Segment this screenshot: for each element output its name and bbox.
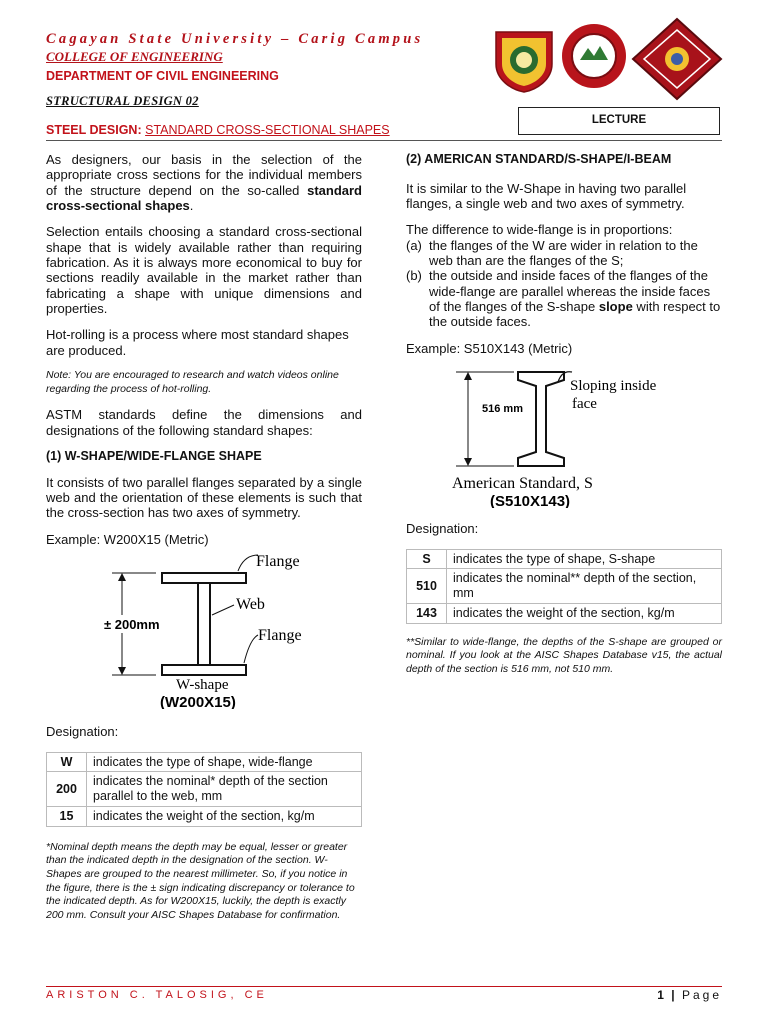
page-number: 1 (657, 988, 665, 1002)
department-name: DEPARTMENT OF CIVIL ENGINEERING (46, 69, 279, 84)
header-block (46, 31, 423, 84)
w-shape-paragraph: It consists of two parallel flanges separated by a single web and the orientation of these elements is such that the cross-section has two axes of symmetry. (46, 474, 362, 521)
w-web-label: Web (236, 595, 265, 613)
table-row: W indicates the type of shape, wide-flange (47, 752, 362, 772)
list-item: (a) the flanges of the W are wider in relation to the web than are the flanges of the S; (406, 237, 698, 269)
w-shape-example: Example: W200X15 (Metric) (46, 531, 209, 547)
s-shape-caption: American Standard, S (452, 475, 593, 493)
university-name: Cagayan State University – Carig Campus (46, 31, 424, 47)
s-designation-table (406, 549, 722, 624)
standard-shapes-term: standard cross-sectional shapes (46, 182, 362, 213)
topic-name: STANDARD CROSS-SECTIONAL SHAPES (145, 123, 390, 137)
s-depth-footnote: **Similar to wide-flange, the depths of the S-shape are grouped or nominal. If you look at the AISC Shapes Database v15, the actual depth of the section is 516 mm, not 510 mm. (406, 635, 722, 675)
topic-title (46, 123, 390, 138)
csu-seal-icon (492, 28, 556, 94)
list-item: (b) the outside and inside faces of the flanges of the wide-flange are parallel whereas the inside faces of the flanges of the S-shape slope with respect to the outside faces. (406, 268, 721, 330)
right-column (406, 152, 722, 677)
table-row: 200 indicates the nominal* depth of the section parallel to the web, mm (47, 772, 362, 807)
w-flange-bottom-label: Flange (258, 626, 302, 644)
w-shape-caption: W-shape (176, 676, 229, 693)
table-row: S indicates the type of shape, S-shape (407, 549, 722, 569)
topic-prefix: STEEL DESIGN: (46, 123, 142, 137)
s-shape-example: Example: S510X143 (Metric) (406, 340, 573, 356)
s-shape-section (518, 372, 564, 466)
hot-rolling-paragraph: Hot-rolling is a process where most standard shapes are produced. (46, 327, 349, 358)
selection-paragraph: Selection entails choosing a standard cross-sectional shape that is widely available rather than requiring fabrication. As it is always more economical to buy for sections readily available in the market rather than fabricating a shape with unique dimensions and properties. (46, 224, 362, 316)
nominal-depth-footnote: *Nominal depth means the depth may be equal, lesser or greater than the indicated depth in the designation of the section. W-Shapes are grouped to the nearest millimeter. So, if you notice in the figure, there is the ± sign indicating discrepancy or tolerance to the indicated depth. As for W200X15, luckily, the depth is exactly 200 mm. Consult your AISC Shapes Database for confirmation. (46, 840, 355, 921)
w-designation-table (46, 752, 362, 827)
table-row: 510 indicates the nominal** depth of the section, mm (407, 569, 722, 604)
lecture-box: LECTURE (518, 107, 720, 135)
pice-diamond-logo-icon (630, 16, 724, 102)
footer-divider (46, 986, 722, 987)
s-shape-paragraph: It is similar to the W-Shape in having two parallel flanges, a single web and two axes of symmetry. (406, 180, 687, 212)
page-separator: | (671, 988, 676, 1002)
s-designation-label: Designation: (406, 521, 479, 537)
difference-intro: The difference to wide-flange is in proportions: (406, 222, 673, 238)
page-indicator (657, 988, 722, 1002)
course-title: STRUCTURAL DESIGN 02 (46, 94, 199, 108)
table-row: 143 indicates the weight of the section, kg/m (407, 603, 722, 623)
s-depth-label: 516 mm (482, 403, 523, 416)
hot-rolling-note: Note: You are encouraged to research and watch videos online regarding the process of hot-rolling. (46, 368, 339, 395)
college-name: COLLEGE OF ENGINEERING (46, 49, 223, 65)
w-shape-heading: (1) W-SHAPE/WIDE-FLANGE SHAPE (46, 448, 262, 463)
sloping-face-label-1: Sloping inside (570, 378, 657, 395)
s-shape-heading: (2) AMERICAN STANDARD/S-SHAPE/I-BEAM (406, 152, 672, 166)
table-row: 15 indicates the weight of the section, kg/m (47, 806, 362, 826)
page-word: Page (681, 988, 722, 1002)
s-depth-dimension (456, 372, 514, 466)
header-divider (46, 140, 722, 141)
w-shape-designation: (W200X15) (160, 693, 236, 709)
w-flange-top-label: Flange (256, 552, 300, 570)
college-of-engineering-seal-icon (560, 20, 628, 92)
w-shape-figure (46, 549, 362, 709)
s-shape-designation: (S510X143) (490, 493, 571, 509)
author-name: ARISTON C. TALOSIG, CE (46, 989, 268, 1001)
w-depth-label: ± 200mm (104, 616, 160, 632)
w-designation-label: Designation: (46, 724, 119, 740)
s-shape-figure (406, 360, 722, 508)
left-column (46, 152, 362, 922)
astm-paragraph: ASTM standards define the dimensions and designations of the following standard shapes: (46, 407, 362, 438)
intro-paragraph: As designers, our basis in the selection of the appropriate cross sections for the individual members of the structure depend on the so-called standard cross-sectional shapes. (46, 152, 362, 213)
sloping-face-label-2: face (572, 396, 597, 413)
